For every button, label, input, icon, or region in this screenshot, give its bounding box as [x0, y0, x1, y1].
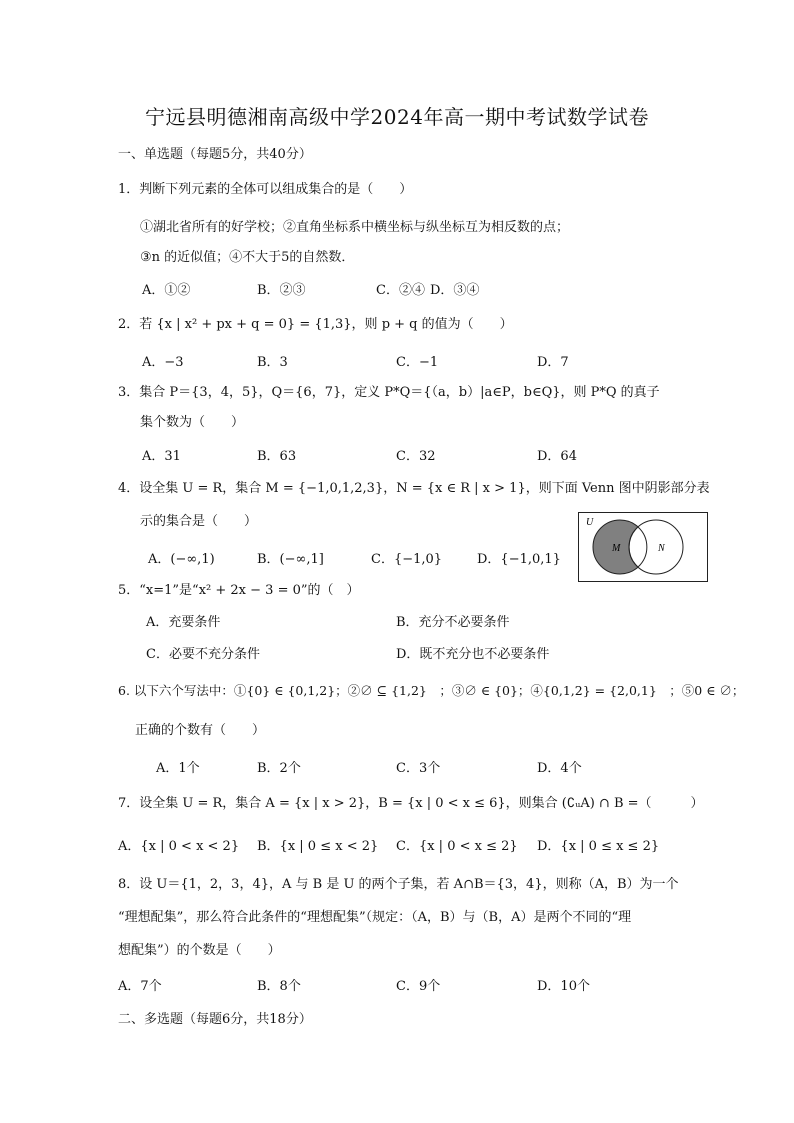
question-6-option-d[interactable]: D．4个 — [537, 761, 582, 776]
question-4-stem-line-1: 4．设全集 U = R，集合 M = {−1,0,1,2,3}，N = {x ∈ R | x > 1}，则下面 Venn 图中阴影部分表 — [118, 481, 710, 496]
question-6-option-a[interactable]: A．1个 — [156, 761, 200, 776]
question-4-stem-line-2: 示的集合是（ ） — [140, 514, 258, 529]
question-2-option-a[interactable]: A．−3 — [142, 355, 184, 370]
question-6-stem-line-1: 6. 以下六个写法中：①{0} ∈ {0,1,2}；②∅ ⊆ {1,2} ；③∅ ∈ {0}；④{0,1,2} = {2,0,1} ；⑤0 ∈ ∅； — [118, 683, 745, 698]
question-8-option-a[interactable]: A．7个 — [118, 979, 162, 994]
question-8-stem-line-1: 8．设 U＝{1，2，3，4}，A 与 B 是 U 的两个子集，若 A∩B＝{3，4}，则称（A，B）为一个 — [118, 877, 679, 892]
question-7-stem: 7．设全集 U = R，集合 A = {x | x > 2}，B = {x | 0 < x ≤ 6}，则集合 (∁ᵤA) ∩ B =（ ） — [118, 796, 704, 811]
question-3-stem-line-2: 集个数为（ ） — [140, 415, 245, 430]
question-2-stem: 2．若 {x | x² + px + q = 0} = {1,3}，则 p + q 的值为（ ） — [118, 317, 513, 332]
question-7-option-d[interactable]: D．{x | 0 ≤ x ≤ 2} — [537, 839, 660, 854]
question-1-option-c[interactable]: C．②④ — [376, 283, 425, 298]
venn-label-u: U — [586, 517, 594, 528]
venn-diagram — [578, 512, 708, 582]
question-1-statements-line-1: ①湖北省所有的好学校；②直角坐标系中横坐标与纵坐标互为相反数的点； — [140, 220, 570, 235]
question-5-option-d[interactable]: D．既不充分也不必要条件 — [396, 647, 550, 662]
question-1-statements-line-2: ③n 的近似值；④不大于5的自然数． — [140, 250, 355, 265]
question-7-option-b[interactable]: B．{x | 0 ≤ x < 2} — [257, 839, 379, 854]
question-3-option-d[interactable]: D．64 — [537, 449, 577, 464]
venn-label-m: M — [612, 543, 621, 554]
exam-title: 宁远县明德湘南高级中学2024年高一期中考试数学试卷 — [145, 105, 649, 129]
question-6-option-b[interactable]: B．2个 — [257, 761, 301, 776]
question-8-stem-line-3: 想配集”）的个数是（ ） — [118, 943, 281, 958]
question-3-option-c[interactable]: C．32 — [396, 449, 436, 464]
question-2-option-c[interactable]: C．−1 — [396, 355, 439, 370]
question-4-option-c[interactable]: C．{−1,0} — [371, 552, 443, 567]
question-5-option-b[interactable]: B．充分不必要条件 — [396, 615, 510, 630]
question-7-option-a[interactable]: A．{x | 0 < x < 2} — [118, 839, 240, 854]
question-1-option-b[interactable]: B．②③ — [257, 283, 306, 298]
question-6-stem-line-2: 正确的个数有（ ） — [135, 723, 266, 738]
question-8-stem-line-2: “理想配集”，那么符合此条件的“理想配集”（规定：（A，B）与（B，A）是两个不同的“理 — [118, 910, 632, 925]
question-3-stem-line-1: 3．集合 P＝{3，4，5}，Q＝{6，7}，定义 P*Q＝{（a，b）|a∈P，b∈Q}，则 P*Q 的真子 — [118, 385, 660, 400]
question-5-stem: 5．“x=1”是“x² + 2x − 3 = 0”的（ ） — [118, 583, 360, 598]
question-2-option-b[interactable]: B．3 — [257, 355, 288, 370]
question-1-stem: 1．判断下列元素的全体可以组成集合的是（ ） — [118, 182, 413, 197]
question-8-option-b[interactable]: B．8个 — [257, 979, 301, 994]
question-7-option-c[interactable]: C．{x | 0 < x ≤ 2} — [396, 839, 518, 854]
section-heading-multiple-choice: 二、多选题（每题6分，共18分） — [118, 1012, 312, 1027]
question-1-option-a[interactable]: A．①② — [142, 283, 191, 298]
question-5-option-c[interactable]: C．必要不充分条件 — [146, 647, 260, 662]
question-4-option-a[interactable]: A．(−∞,1) — [148, 552, 215, 567]
question-4-option-b[interactable]: B．(−∞,1] — [257, 552, 324, 567]
question-6-option-c[interactable]: C．3个 — [396, 761, 441, 776]
question-3-option-b[interactable]: B．63 — [257, 449, 297, 464]
question-1-option-d[interactable]: D．③④ — [430, 283, 480, 298]
question-3-option-a[interactable]: A．31 — [142, 449, 181, 464]
question-5-option-a[interactable]: A．充要条件 — [146, 615, 221, 630]
section-heading-single-choice: 一、单选题（每题5分，共40分） — [118, 147, 312, 162]
question-8-option-d[interactable]: D．10个 — [537, 979, 590, 994]
question-8-option-c[interactable]: C．9个 — [396, 979, 441, 994]
venn-label-n: N — [658, 543, 665, 554]
question-2-option-d[interactable]: D．7 — [537, 355, 569, 370]
question-4-option-d[interactable]: D．{−1,0,1} — [477, 552, 561, 567]
